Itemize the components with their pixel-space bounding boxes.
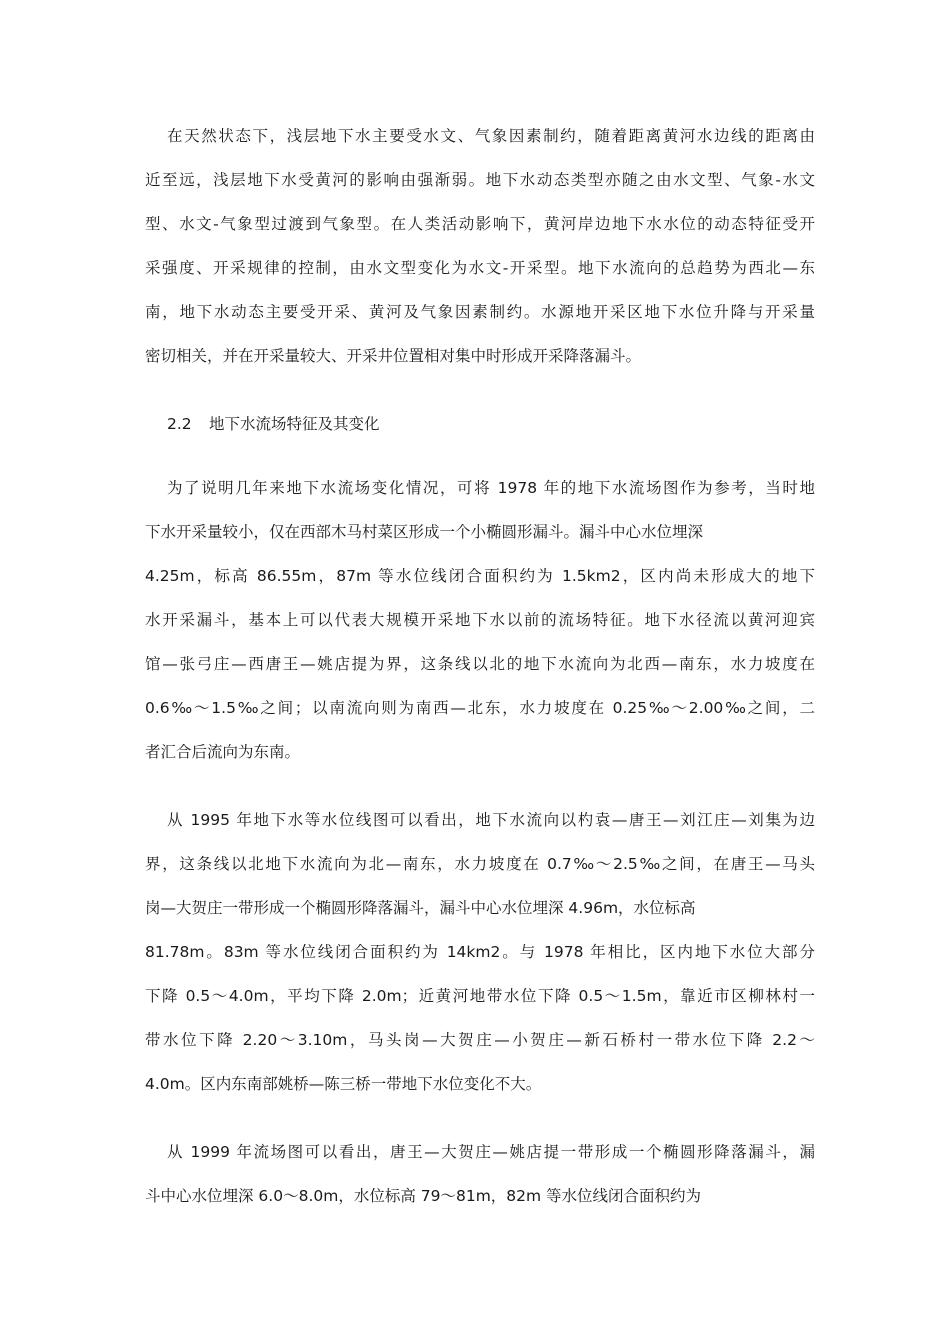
- paragraph-line: 在天然状态下，浅层地下水主要受水文、气象因素制约，随着距离黄河水边线的距离由: [167, 127, 815, 145]
- paragraph-line: 岗—大贺庄一带形成一个椭圆形降落漏斗，漏斗中心水位埋深 4.96m，水位标高: [145, 899, 696, 917]
- paragraph-line: 0.6‰～1.5‰之间；以南流向则为南西—北东，水力坡度在 0.25‰～2.00‰之间，二: [145, 699, 815, 717]
- paragraph-line: 下水开采量较小，仅在西部木马村菜区形成一个小椭圆形漏斗。漏斗中心水位埋深: [145, 523, 704, 541]
- paragraph-line: 型、水文-气象型过渡到气象型。在人类活动影响下，黄河岸边地下水水位的动态特征受开: [145, 215, 815, 233]
- paragraph-line: 从 1999 年流场图可以看出，唐王—大贺庄—姚店提一带形成一个椭圆形降落漏斗，漏: [167, 1143, 815, 1161]
- paragraph-4: [145, 1130, 815, 1218]
- paragraph-line: 南，地下水动态主要受开采、黄河及气象因素制约。水源地开采区地下水位升降与开采量: [145, 303, 815, 321]
- paragraph-line: 81.78m。83m 等水位线闭合面积约为 14km2。与 1978 年相比，区内地下水位大部分: [145, 943, 815, 961]
- paragraph-line: 馆—张弓庄—西唐王—姚店提为界，这条线以北的地下水流向为北西—南东，水力坡度在: [145, 655, 815, 673]
- paragraph-line: 带水位下降 2.20～3.10m，马头岗—大贺庄—小贺庄—新石桥村一带水位下降 2.2～: [145, 1031, 815, 1049]
- paragraph-line: 密切相关，并在开采量较大、开采井位置相对集中时形成开采降落漏斗。: [145, 347, 642, 365]
- paragraph-line: 斗中心水位埋深 6.0～8.0m，水位标高 79～81m，82m 等水位线闭合面积约为: [145, 1187, 702, 1205]
- paragraph-1: [145, 114, 815, 378]
- paragraph-line: 从 1995 年地下水等水位线图可以看出，地下水流向以杓袁—唐王—刘江庄—刘集为边: [167, 811, 815, 829]
- paragraph-line: 界，这条线以北地下水流向为北—南东，水力坡度在 0.7‰～2.5‰之间，在唐王—马头: [145, 855, 815, 873]
- paragraph-line: 采强度、开采规律的控制，由水文型变化为水文-开采型。地下水流向的总趋势为西北—东: [145, 259, 815, 277]
- section-heading: [167, 402, 380, 446]
- paragraph-line: 4.25m，标高 86.55m，87m 等水位线闭合面积约为 1.5km2，区内尚未形成大的地下: [145, 567, 815, 585]
- section-number: 2.2: [167, 415, 192, 433]
- paragraph-3: [145, 798, 815, 1106]
- section-title: 地下水流场特征及其变化: [209, 415, 380, 433]
- paragraph-2: [145, 466, 815, 774]
- paragraph-line: 为了说明几年来地下水流场变化情况，可将 1978 年的地下水流场图作为参考，当时地: [167, 479, 815, 497]
- paragraph-line: 下降 0.5～4.0m，平均下降 2.0m；近黄河地带水位下降 0.5～1.5m，靠近市区柳林村一: [145, 987, 815, 1005]
- paragraph-line: 水开采漏斗，基本上可以代表大规模开采地下水以前的流场特征。地下水径流以黄河迎宾: [145, 611, 815, 629]
- paragraph-line: 者汇合后流向为东南。: [145, 743, 301, 761]
- paragraph-line: 近至远，浅层地下水受黄河的影响由强渐弱。地下水动态类型亦随之由水文型、气象-水文: [145, 171, 815, 189]
- paragraph-line: 4.0m。区内东南部姚桥—陈三桥一带地下水位变化不大。: [145, 1075, 542, 1093]
